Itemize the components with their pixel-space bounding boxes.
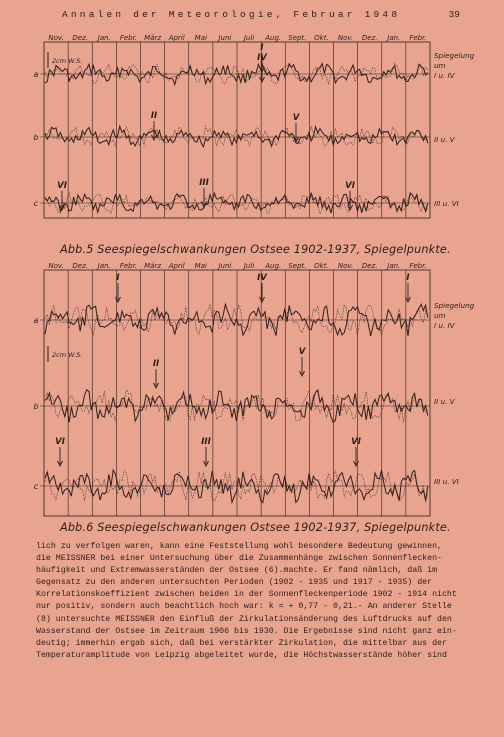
figure-abb-5-plot xyxy=(33,30,475,230)
side-label: II u. V xyxy=(434,397,455,406)
month-label: Dez. xyxy=(72,262,88,270)
month-label: Nov. xyxy=(48,34,64,42)
month-label: März xyxy=(144,262,162,270)
month-label: März xyxy=(144,34,162,42)
mirror-point-marker: II xyxy=(150,111,158,121)
month-label: Okt. xyxy=(314,262,329,270)
side-label: III u. VI xyxy=(434,477,459,486)
month-label: Aug. xyxy=(265,34,282,42)
mirror-point-marker: V xyxy=(298,347,306,357)
body-text xyxy=(36,541,472,662)
row-label: b xyxy=(33,133,39,142)
figure-abb-6-plot xyxy=(33,258,475,520)
month-label: Juli xyxy=(243,262,255,270)
month-label: Febr. xyxy=(409,34,427,42)
body-text-line: die MEISSNER bei einer Untersuchung über die Zusammenhänge zwischen Sonnenflecken- xyxy=(36,554,442,564)
side-label: I u. IV xyxy=(434,321,455,330)
figure-abb-6 xyxy=(33,258,475,520)
row-label: a xyxy=(33,70,39,79)
month-label: Aug. xyxy=(265,262,282,270)
row-label: c xyxy=(33,199,39,208)
month-label: Okt. xyxy=(314,34,329,42)
month-label: Jan. xyxy=(387,34,401,42)
month-label: Nov. xyxy=(337,262,354,270)
row-label: b xyxy=(33,402,39,411)
scale-label: 2cm W.S. xyxy=(52,57,83,65)
body-text-line: Temperaturamplitude von Leipzig abgeleitet wurde, die Höchstwasserstände höher sind xyxy=(36,650,447,660)
month-label: Jan. xyxy=(97,262,111,270)
month-label: Jan. xyxy=(387,262,401,270)
month-label: Febr. xyxy=(409,262,427,270)
side-label: Spiegelung xyxy=(434,51,475,60)
month-label: Jan. xyxy=(97,34,111,42)
side-label: II u. V xyxy=(434,135,455,144)
month-label: Sept. xyxy=(288,262,307,270)
month-label: Sept. xyxy=(288,34,307,42)
month-label: April xyxy=(168,262,185,270)
month-label: Juni xyxy=(218,34,232,42)
side-label: Spiegelung xyxy=(434,301,475,310)
body-text-line: (8) untersuchte MEISSNER den Einfluß der Zirkulationsänderung des Luftdrucks auf den xyxy=(36,614,452,624)
mirror-point-marker: II xyxy=(152,359,160,369)
side-label: I u. IV xyxy=(434,71,455,80)
body-text-line: lich zu verfolgen waren, kann eine Feststellung wohl besondere Bedeutung gewinnen, xyxy=(36,542,442,551)
figure-abb-5 xyxy=(33,30,475,230)
body-text-line: nur positiv, sondern auch beachtlich hoch war: k = + 0,77 - 0,21.- An anderer Stelle xyxy=(36,602,452,612)
body-text-line: Gegensatz zu den anderen untersuchten Perioden (1902 - 1935 und 1917 - 1935) der xyxy=(36,578,433,588)
month-label: Dez. xyxy=(361,34,378,42)
body-text-line: Korrelationskoeffizient zwischen beiden in der Sonnenfleckenperiode 1902 - 1914 nicht xyxy=(36,590,457,600)
sea-level-curve xyxy=(45,126,428,147)
month-label: Nov. xyxy=(337,34,354,42)
mirrored-curve xyxy=(45,470,428,502)
body-text-line: häufigkeit und Extremwasserständen der Ostsee (6).machte. Er fand nämlich, daß im xyxy=(36,566,438,576)
month-label: Dez. xyxy=(361,262,378,270)
month-label: April xyxy=(168,34,185,42)
figure-abb-5-caption: Abb.5 Seespiegelschwankungen Ostsee 1902-1937, Spiegelpunkte. xyxy=(60,243,451,256)
mirror-point-marker: VI xyxy=(345,181,355,191)
scale-label: 2cm W.S. xyxy=(52,351,83,359)
month-label: Nov. xyxy=(48,262,64,270)
figure-abb-6-caption: Abb.6 Seespiegelschwankungen Ostsee 1902-1937, Spiegelpunkte. xyxy=(60,521,451,534)
mirror-point-marker: III xyxy=(199,178,209,188)
running-head: Annalen der Meteorologie, Februar 1948 xyxy=(62,9,401,20)
mirror-point-marker: V xyxy=(292,113,300,123)
mirror-point-marker: IV xyxy=(257,53,267,63)
month-label: Mai xyxy=(194,34,207,42)
month-label: Mai xyxy=(194,262,207,270)
row-label: c xyxy=(33,482,39,491)
mirror-point-marker: I xyxy=(260,43,264,53)
mirror-point-marker: VI xyxy=(351,437,361,447)
page-number: 39 xyxy=(448,9,460,20)
month-label: Febr. xyxy=(119,262,138,270)
mirror-point-marker: VI xyxy=(55,437,65,447)
month-label: Febr. xyxy=(119,34,138,42)
body-text-line: deutig; immerhin ergab sich, daß bei verstärkter Zirkulation, die mittelbar aus der xyxy=(36,638,447,648)
row-label: a xyxy=(33,316,39,325)
side-label: III u. VI xyxy=(434,199,459,208)
month-label: Dez. xyxy=(72,34,88,42)
mirror-point-marker: IV xyxy=(257,273,267,283)
side-label: um xyxy=(434,61,446,70)
body-text-line: Wasserstand der Ostsee im Zeitraum 1906 bis 1930. Die Ergebnisse sind nicht ganz ein- xyxy=(36,626,457,636)
mirror-point-marker: I xyxy=(116,273,120,283)
month-label: Juli xyxy=(243,34,255,42)
mirror-point-marker: I xyxy=(406,273,410,283)
mirror-point-marker: VI xyxy=(57,181,67,191)
month-label: Juni xyxy=(218,262,232,270)
mirror-point-marker: III xyxy=(201,437,211,447)
side-label: um xyxy=(434,311,446,320)
